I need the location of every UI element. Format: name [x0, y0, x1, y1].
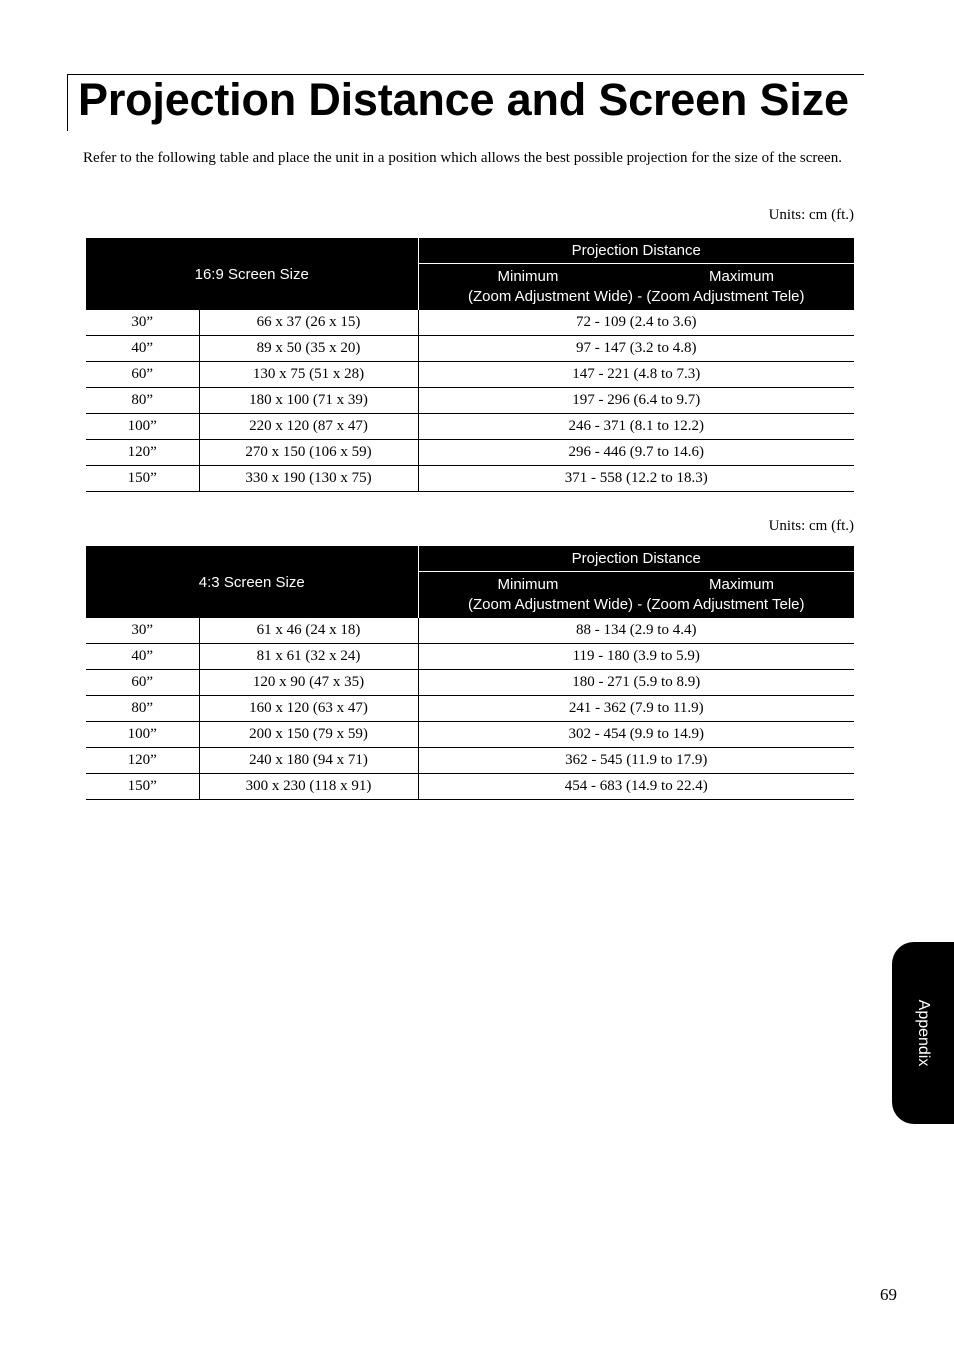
screen-diagonal-cell: 150” — [86, 466, 199, 492]
units-note-16-9: Units: cm (ft.) — [768, 207, 854, 223]
screen-diagonal-cell: 120” — [86, 748, 199, 774]
table-16-9 — [86, 238, 854, 492]
screen-dimensions-cell: 160 x 120 (63 x 47) — [199, 696, 418, 722]
table-row — [86, 362, 854, 388]
projection-distance-header: Projection Distance — [418, 238, 854, 264]
intro-paragraph: Refer to the following table and place the unit in a position which allows the best possible projection for the size of the screen. — [83, 150, 842, 166]
screen-dimensions-cell: 300 x 230 (118 x 91) — [199, 774, 418, 800]
screen-diagonal-cell: 60” — [86, 362, 199, 388]
screen-diagonal-cell: 100” — [86, 414, 199, 440]
units-note-4-3: Units: cm (ft.) — [768, 518, 854, 534]
projection-distance-cell: 362 - 545 (11.9 to 17.9) — [418, 748, 854, 774]
table-4-3 — [86, 546, 854, 800]
table-row — [86, 466, 854, 492]
screen-diagonal-cell: 40” — [86, 644, 199, 670]
screen-diagonal-cell: 80” — [86, 696, 199, 722]
screen-dimensions-cell: 81 x 61 (32 x 24) — [199, 644, 418, 670]
zoom-label: (Zoom Adjustment Wide) - (Zoom Adjustment Tele) — [467, 288, 805, 306]
screen-dimensions-cell: 66 x 37 (26 x 15) — [199, 310, 418, 336]
table-row — [86, 336, 854, 362]
min-max-header — [418, 264, 854, 310]
screen-diagonal-cell: 40” — [86, 336, 199, 362]
screen-dimensions-cell: 180 x 100 (71 x 39) — [199, 388, 418, 414]
projection-distance-cell: 147 - 221 (4.8 to 7.3) — [418, 362, 854, 388]
projection-distance-cell: 296 - 446 (9.7 to 14.6) — [418, 440, 854, 466]
screen-size-header: 4:3 Screen Size — [86, 546, 418, 618]
projection-distance-cell: 246 - 371 (8.1 to 12.2) — [418, 414, 854, 440]
projection-distance-cell: 454 - 683 (14.9 to 22.4) — [418, 774, 854, 800]
screen-dimensions-cell: 130 x 75 (51 x 28) — [199, 362, 418, 388]
projection-distance-cell: 371 - 558 (12.2 to 18.3) — [418, 466, 854, 492]
projection-distance-cell: 180 - 271 (5.9 to 8.9) — [418, 670, 854, 696]
table-row — [86, 644, 854, 670]
minimum-label: Minimum — [497, 576, 559, 594]
screen-diagonal-cell: 30” — [86, 310, 199, 336]
projection-distance-header: Projection Distance — [418, 546, 854, 572]
screen-dimensions-cell: 61 x 46 (24 x 18) — [199, 618, 418, 644]
screen-dimensions-cell: 240 x 180 (94 x 71) — [199, 748, 418, 774]
projection-distance-cell: 119 - 180 (3.9 to 5.9) — [418, 644, 854, 670]
screen-size-header: 16:9 Screen Size — [86, 238, 418, 310]
maximum-label: Maximum — [708, 268, 774, 286]
table-row — [86, 722, 854, 748]
title-frame — [67, 74, 864, 131]
table-row — [86, 774, 854, 800]
table-row — [86, 670, 854, 696]
projection-distance-cell: 88 - 134 (2.9 to 4.4) — [418, 618, 854, 644]
table-row — [86, 440, 854, 466]
zoom-label: (Zoom Adjustment Wide) - (Zoom Adjustment Tele) — [467, 596, 805, 614]
screen-dimensions-cell: 270 x 150 (106 x 59) — [199, 440, 418, 466]
appendix-tab[interactable] — [892, 942, 954, 1124]
screen-dimensions-cell: 89 x 50 (35 x 20) — [199, 336, 418, 362]
screen-dimensions-cell: 330 x 190 (130 x 75) — [199, 466, 418, 492]
table-row — [86, 618, 854, 644]
screen-diagonal-cell: 100” — [86, 722, 199, 748]
screen-dimensions-cell: 220 x 120 (87 x 47) — [199, 414, 418, 440]
table-row — [86, 414, 854, 440]
screen-dimensions-cell: 120 x 90 (47 x 35) — [199, 670, 418, 696]
projection-distance-cell: 241 - 362 (7.9 to 11.9) — [418, 696, 854, 722]
screen-diagonal-cell: 150” — [86, 774, 199, 800]
projection-distance-cell: 97 - 147 (3.2 to 4.8) — [418, 336, 854, 362]
page-title: Projection Distance and Screen Size — [78, 74, 849, 125]
minimum-label: Minimum — [497, 268, 559, 286]
screen-diagonal-cell: 60” — [86, 670, 199, 696]
table-row — [86, 696, 854, 722]
projection-distance-cell: 302 - 454 (9.9 to 14.9) — [418, 722, 854, 748]
appendix-tab-label: Appendix — [915, 999, 932, 1067]
screen-diagonal-cell: 120” — [86, 440, 199, 466]
page-number: 69 — [880, 1285, 897, 1304]
maximum-label: Maximum — [708, 576, 774, 594]
projection-distance-cell: 72 - 109 (2.4 to 3.6) — [418, 310, 854, 336]
table-row — [86, 388, 854, 414]
projection-distance-cell: 197 - 296 (6.4 to 9.7) — [418, 388, 854, 414]
screen-diagonal-cell: 30” — [86, 618, 199, 644]
table-row — [86, 748, 854, 774]
screen-dimensions-cell: 200 x 150 (79 x 59) — [199, 722, 418, 748]
screen-diagonal-cell: 80” — [86, 388, 199, 414]
table-row — [86, 310, 854, 336]
min-max-header — [418, 572, 854, 618]
